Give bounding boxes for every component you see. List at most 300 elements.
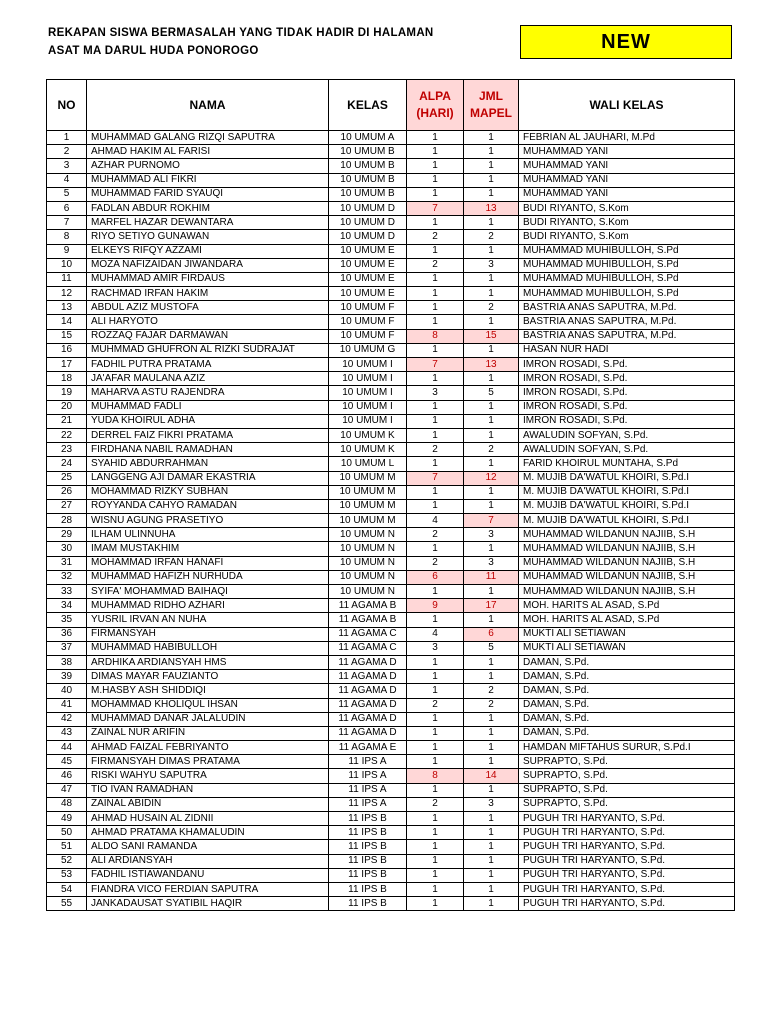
cell-no: 21 [47,414,87,428]
cell-nama: AHMAD PRATAMA KHAMALUDIN [87,826,329,840]
col-header-kelas: KELAS [329,80,407,131]
table-row [47,230,735,244]
cell-wali: M. MUJIB DA'WATUL KHOIRI, S.Pd.I [519,485,735,499]
cell-wali: PUGUH TRI HARYANTO, S.Pd. [519,882,735,896]
cell-mapel: 1 [464,897,519,911]
cell-wali: M. MUJIB DA'WATUL KHOIRI, S.Pd.I [519,471,735,485]
cell-no: 51 [47,840,87,854]
table-row [47,187,735,201]
cell-nama: DIMAS MAYAR FAUZIANTO [87,670,329,684]
cell-nama: MUHAMMAD AMIR FIRDAUS [87,272,329,286]
cell-alpa: 1 [407,343,464,357]
cell-nama: ZAINAL ABIDIN [87,797,329,811]
cell-no: 45 [47,755,87,769]
cell-kelas: 10 UMUM N [329,585,407,599]
cell-mapel: 1 [464,655,519,669]
cell-mapel: 1 [464,783,519,797]
cell-alpa: 2 [407,230,464,244]
cell-mapel: 15 [464,329,519,343]
table-row [47,542,735,556]
cell-mapel: 1 [464,613,519,627]
cell-nama: SYIFA' MOHAMMAD BAIHAQI [87,585,329,599]
table-row [47,613,735,627]
cell-wali: MUHAMMAD YANI [519,173,735,187]
table-row [47,755,735,769]
cell-alpa: 2 [407,443,464,457]
cell-alpa: 1 [407,499,464,513]
table-row [47,272,735,286]
cell-alpa: 1 [407,741,464,755]
cell-mapel: 1 [464,868,519,882]
cell-no: 50 [47,826,87,840]
cell-kelas: 10 UMUM D [329,230,407,244]
cell-no: 42 [47,712,87,726]
cell-nama: FADLAN ABDUR ROKHIM [87,201,329,215]
cell-wali: PUGUH TRI HARYANTO, S.Pd. [519,868,735,882]
cell-wali: M. MUJIB DA'WATUL KHOIRI, S.Pd.I [519,514,735,528]
cell-mapel: 3 [464,797,519,811]
cell-alpa: 1 [407,542,464,556]
table-row [47,627,735,641]
cell-mapel: 1 [464,343,519,357]
cell-kelas: 10 UMUM M [329,514,407,528]
cell-mapel: 13 [464,358,519,372]
col-header-wali: WALI KELAS [519,80,735,131]
cell-mapel: 11 [464,570,519,584]
cell-alpa: 1 [407,428,464,442]
table-row [47,854,735,868]
cell-no: 5 [47,187,87,201]
cell-kelas: 10 UMUM K [329,443,407,457]
title-line-2: ASAT MA DARUL HUDA PONOROGO [48,45,259,57]
cell-wali: BASTRIA ANAS SAPUTRA, M.Pd. [519,329,735,343]
cell-kelas: 11 IPS B [329,812,407,826]
cell-mapel: 3 [464,528,519,542]
cell-mapel: 1 [464,414,519,428]
cell-nama: FIANDRA VICO FERDIAN SAPUTRA [87,882,329,896]
cell-nama: ARDHIKA ARDIANSYAH HMS [87,655,329,669]
document-title [48,24,518,60]
cell-kelas: 10 UMUM B [329,187,407,201]
table-row [47,358,735,372]
cell-no: 3 [47,159,87,173]
cell-no: 35 [47,613,87,627]
table-row [47,329,735,343]
table-row [47,315,735,329]
cell-no: 37 [47,641,87,655]
cell-alpa: 8 [407,329,464,343]
cell-kelas: 10 UMUM I [329,386,407,400]
cell-wali: MUHAMMAD MUHIBULLOH, S.Pd [519,287,735,301]
cell-nama: AHMAD FAIZAL FEBRIYANTO [87,741,329,755]
cell-mapel: 1 [464,216,519,230]
cell-no: 2 [47,145,87,159]
cell-wali: PUGUH TRI HARYANTO, S.Pd. [519,812,735,826]
cell-wali: AWALUDIN SOFYAN, S.Pd. [519,428,735,442]
cell-kelas: 10 UMUM I [329,414,407,428]
cell-no: 19 [47,386,87,400]
table-row [47,868,735,882]
table-row [47,684,735,698]
cell-mapel: 14 [464,769,519,783]
cell-no: 47 [47,783,87,797]
cell-nama: ALDO SANI RAMANDA [87,840,329,854]
cell-wali: BASTRIA ANAS SAPUTRA, M.Pd. [519,301,735,315]
cell-alpa: 7 [407,358,464,372]
cell-no: 46 [47,769,87,783]
cell-kelas: 11 AGAMA D [329,655,407,669]
cell-wali: MUHAMMAD WILDANUN NAJIIB, S.H [519,570,735,584]
cell-mapel: 1 [464,542,519,556]
cell-nama: ILHAM ULINNUHA [87,528,329,542]
cell-nama: FIRMANSYAH DIMAS PRATAMA [87,755,329,769]
cell-kelas: 11 IPS B [329,868,407,882]
cell-no: 22 [47,428,87,442]
cell-alpa: 1 [407,173,464,187]
cell-mapel: 2 [464,443,519,457]
cell-kelas: 10 UMUM N [329,570,407,584]
col-header-alpa [407,80,464,131]
col-header-alpa-line-2: (HARI) [416,106,454,120]
cell-no: 10 [47,258,87,272]
cell-mapel: 5 [464,641,519,655]
cell-no: 26 [47,485,87,499]
cell-wali: BUDI RIYANTO, S.Kom [519,201,735,215]
col-header-mapel [464,80,519,131]
cell-wali: IMRON ROSADI, S.Pd. [519,386,735,400]
cell-mapel: 1 [464,712,519,726]
cell-alpa: 1 [407,216,464,230]
cell-kelas: 11 AGAMA D [329,726,407,740]
cell-kelas: 10 UMUM E [329,244,407,258]
cell-alpa: 1 [407,670,464,684]
cell-alpa: 3 [407,386,464,400]
cell-kelas: 10 UMUM D [329,216,407,230]
cell-mapel: 1 [464,585,519,599]
cell-mapel: 2 [464,698,519,712]
table-row [47,443,735,457]
cell-wali: MUHAMMAD MUHIBULLOH, S.Pd [519,258,735,272]
cell-wali: DAMAN, S.Pd. [519,684,735,698]
table-row [47,528,735,542]
cell-no: 23 [47,443,87,457]
cell-nama: MUHAMMAD DANAR JALALUDIN [87,712,329,726]
table-row [47,812,735,826]
table-row [47,556,735,570]
cell-mapel: 1 [464,826,519,840]
cell-mapel: 1 [464,670,519,684]
cell-nama: MOHAMMAD IRFAN HANAFI [87,556,329,570]
cell-mapel: 1 [464,372,519,386]
cell-kelas: 10 UMUM I [329,358,407,372]
cell-alpa: 1 [407,812,464,826]
table-header-row [47,80,735,131]
cell-mapel: 1 [464,244,519,258]
cell-kelas: 11 IPS A [329,797,407,811]
table-row [47,258,735,272]
table-row [47,882,735,896]
cell-alpa: 1 [407,726,464,740]
cell-nama: MUHAMMAD HAFIZH NURHUDA [87,570,329,584]
cell-alpa: 2 [407,528,464,542]
cell-nama: YUSRIL IRVAN AN NUHA [87,613,329,627]
cell-wali: SUPRAPTO, S.Pd. [519,769,735,783]
cell-wali: BUDI RIYANTO, S.Kom [519,230,735,244]
cell-mapel: 5 [464,386,519,400]
table-row [47,726,735,740]
table-row [47,457,735,471]
cell-no: 17 [47,358,87,372]
cell-alpa: 1 [407,301,464,315]
title-line-1: REKAPAN SISWA BERMASALAH YANG TIDAK HADIR DI HALAMAN [48,27,434,39]
cell-no: 1 [47,131,87,145]
table-row [47,145,735,159]
cell-alpa: 1 [407,783,464,797]
cell-alpa: 1 [407,372,464,386]
cell-alpa: 1 [407,145,464,159]
cell-kelas: 10 UMUM M [329,485,407,499]
table-row [47,400,735,414]
cell-no: 34 [47,599,87,613]
cell-no: 54 [47,882,87,896]
cell-no: 9 [47,244,87,258]
cell-no: 33 [47,585,87,599]
cell-nama: FIRDHANA NABIL RAMADHAN [87,443,329,457]
cell-kelas: 11 IPS A [329,755,407,769]
cell-no: 8 [47,230,87,244]
cell-alpa: 1 [407,287,464,301]
cell-nama: ELKEYS RIFQY AZZAMI [87,244,329,258]
cell-no: 32 [47,570,87,584]
col-header-no: NO [47,80,87,131]
cell-kelas: 10 UMUM N [329,542,407,556]
cell-nama: MUHAMMAD ALI FIKRI [87,173,329,187]
cell-mapel: 13 [464,201,519,215]
cell-no: 7 [47,216,87,230]
cell-wali: BUDI RIYANTO, S.Kom [519,216,735,230]
cell-mapel: 2 [464,301,519,315]
cell-kelas: 10 UMUM I [329,400,407,414]
cell-wali: FARID KHOIRUL MUNTAHA, S.Pd [519,457,735,471]
col-header-mapel-line-1: JML [479,89,503,103]
table-row [47,797,735,811]
cell-no: 15 [47,329,87,343]
cell-mapel: 3 [464,258,519,272]
cell-wali: SUPRAPTO, S.Pd. [519,755,735,769]
cell-alpa: 1 [407,854,464,868]
table-row [47,840,735,854]
cell-mapel: 1 [464,173,519,187]
cell-no: 53 [47,868,87,882]
cell-wali: IMRON ROSADI, S.Pd. [519,358,735,372]
cell-kelas: 11 AGAMA C [329,627,407,641]
cell-wali: BASTRIA ANAS SAPUTRA, M.Pd. [519,315,735,329]
cell-kelas: 10 UMUM E [329,272,407,286]
cell-alpa: 8 [407,769,464,783]
cell-alpa: 1 [407,244,464,258]
cell-no: 30 [47,542,87,556]
cell-no: 29 [47,528,87,542]
cell-wali: SUPRAPTO, S.Pd. [519,797,735,811]
cell-mapel: 1 [464,315,519,329]
cell-alpa: 6 [407,570,464,584]
cell-kelas: 11 AGAMA B [329,599,407,613]
cell-wali: MUHAMMAD WILDANUN NAJIIB, S.H [519,585,735,599]
cell-no: 55 [47,897,87,911]
cell-nama: DERREL FAIZ FIKRI PRATAMA [87,428,329,442]
table-row [47,585,735,599]
cell-alpa: 2 [407,797,464,811]
cell-no: 44 [47,741,87,755]
cell-wali: PUGUH TRI HARYANTO, S.Pd. [519,854,735,868]
cell-wali: PUGUH TRI HARYANTO, S.Pd. [519,840,735,854]
table-row [47,641,735,655]
cell-nama: MUHAMMAD GALANG RIZQI SAPUTRA [87,131,329,145]
table-row [47,159,735,173]
cell-mapel: 1 [464,428,519,442]
cell-nama: MAHARVA ASTU RAJENDRA [87,386,329,400]
cell-kelas: 10 UMUM I [329,372,407,386]
cell-alpa: 1 [407,826,464,840]
cell-nama: FIRMANSYAH [87,627,329,641]
cell-kelas: 11 AGAMA D [329,670,407,684]
cell-no: 48 [47,797,87,811]
cell-kelas: 10 UMUM G [329,343,407,357]
cell-alpa: 4 [407,514,464,528]
cell-no: 20 [47,400,87,414]
cell-mapel: 1 [464,145,519,159]
cell-nama: AHMAD HAKIM AL FARISI [87,145,329,159]
cell-no: 11 [47,272,87,286]
cell-mapel: 1 [464,854,519,868]
cell-kelas: 11 IPS B [329,826,407,840]
cell-no: 6 [47,201,87,215]
cell-alpa: 1 [407,882,464,896]
cell-nama: IMAM MUSTAKHIM [87,542,329,556]
cell-mapel: 1 [464,400,519,414]
cell-wali: DAMAN, S.Pd. [519,698,735,712]
cell-alpa: 1 [407,755,464,769]
cell-wali: MUKTI ALI SETIAWAN [519,641,735,655]
cell-no: 12 [47,287,87,301]
cell-alpa: 2 [407,698,464,712]
cell-nama: AHMAD HUSAIN AL ZIDNII [87,812,329,826]
cell-wali: MUHAMMAD YANI [519,145,735,159]
cell-nama: WISNU AGUNG PRASETIYO [87,514,329,528]
table-row [47,485,735,499]
table-row [47,343,735,357]
table-row [47,499,735,513]
cell-nama: YUDA KHOIRUL ADHA [87,414,329,428]
cell-wali: DAMAN, S.Pd. [519,655,735,669]
cell-no: 52 [47,854,87,868]
cell-no: 18 [47,372,87,386]
table-row [47,570,735,584]
cell-kelas: 10 UMUM B [329,173,407,187]
table-row [47,414,735,428]
cell-kelas: 10 UMUM M [329,499,407,513]
cell-nama: JANKADAUSAT SYATIBIL HAQIR [87,897,329,911]
cell-no: 25 [47,471,87,485]
table-row [47,514,735,528]
table-row [47,372,735,386]
cell-alpa: 1 [407,655,464,669]
cell-alpa: 2 [407,258,464,272]
cell-alpa: 1 [407,684,464,698]
cell-wali: MUHAMMAD WILDANUN NAJIIB, S.H [519,556,735,570]
cell-nama: AZHAR PURNOMO [87,159,329,173]
col-header-alpa-line-1: ALPA [419,89,451,103]
cell-no: 13 [47,301,87,315]
cell-mapel: 1 [464,131,519,145]
cell-kelas: 11 IPS B [329,840,407,854]
cell-kelas: 11 AGAMA B [329,613,407,627]
cell-kelas: 11 AGAMA D [329,712,407,726]
cell-wali: DAMAN, S.Pd. [519,726,735,740]
cell-mapel: 1 [464,755,519,769]
cell-nama: ALI ARDIANSYAH [87,854,329,868]
cell-nama: MOHAMMAD RIZKY SUBHAN [87,485,329,499]
cell-wali: IMRON ROSADI, S.Pd. [519,400,735,414]
cell-no: 39 [47,670,87,684]
cell-nama: MARFEL HAZAR DEWANTARA [87,216,329,230]
cell-wali: DAMAN, S.Pd. [519,712,735,726]
cell-nama: ALI HARYOTO [87,315,329,329]
cell-mapel: 17 [464,599,519,613]
cell-mapel: 7 [464,514,519,528]
cell-alpa: 4 [407,627,464,641]
table-row [47,712,735,726]
table-row [47,428,735,442]
cell-kelas: 10 UMUM L [329,457,407,471]
cell-no: 4 [47,173,87,187]
cell-wali: M. MUJIB DA'WATUL KHOIRI, S.Pd.I [519,499,735,513]
col-header-nama: NAMA [87,80,329,131]
cell-nama: RACHMAD IRFAN HAKIM [87,287,329,301]
cell-mapel: 1 [464,840,519,854]
cell-alpa: 1 [407,159,464,173]
cell-alpa: 9 [407,599,464,613]
table-row [47,287,735,301]
cell-mapel: 12 [464,471,519,485]
table-row [47,599,735,613]
cell-alpa: 1 [407,868,464,882]
cell-no: 36 [47,627,87,641]
cell-mapel: 1 [464,741,519,755]
table-row [47,769,735,783]
cell-alpa: 1 [407,187,464,201]
cell-kelas: 11 IPS B [329,882,407,896]
cell-wali: MOH. HARITS AL ASAD, S.Pd [519,599,735,613]
cell-wali: PUGUH TRI HARYANTO, S.Pd. [519,897,735,911]
table-row [47,301,735,315]
cell-wali: DAMAN, S.Pd. [519,670,735,684]
cell-alpa: 1 [407,414,464,428]
table-row [47,131,735,145]
table-row [47,471,735,485]
cell-kelas: 10 UMUM F [329,301,407,315]
cell-mapel: 1 [464,499,519,513]
cell-nama: ROZZAQ FAJAR DARMAWAN [87,329,329,343]
cell-no: 14 [47,315,87,329]
cell-alpa: 1 [407,131,464,145]
cell-mapel: 1 [464,457,519,471]
cell-kelas: 10 UMUM F [329,315,407,329]
cell-alpa: 1 [407,485,464,499]
cell-mapel: 1 [464,882,519,896]
cell-nama: MUHAMMAD FADLI [87,400,329,414]
cell-nama: MUHMMAD GHUFRON AL RIZKI SUDRAJAT [87,343,329,357]
